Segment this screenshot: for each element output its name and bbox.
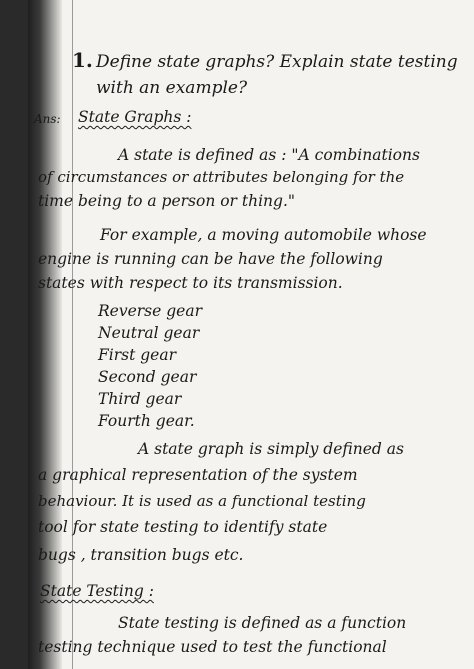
- notebook-page: [28, 0, 474, 669]
- para2-line-3: states with respect to its transmission.: [38, 274, 343, 292]
- gear-item: Second gear: [98, 368, 197, 386]
- gear-item: Neutral gear: [98, 324, 200, 342]
- heading-state-testing: State Testing :: [40, 582, 154, 600]
- para3-line-1: A state graph is simply defined as: [138, 440, 404, 458]
- gear-item: First gear: [98, 346, 176, 364]
- question-line-1: Define state graphs? Explain state testing: [96, 52, 458, 72]
- para4-line-1: State testing is defined as a function: [118, 614, 407, 632]
- para3-line-4: tool for state testing to identify state: [38, 518, 328, 536]
- para2-line-1: For example, a moving automobile whose: [100, 226, 427, 244]
- para1-line-2: of circumstances or attributes belonging for the: [38, 168, 405, 186]
- margin-line: [72, 0, 73, 669]
- para3-line-2: a graphical representation of the system: [38, 466, 358, 484]
- para1-line-1: A state is defined as : "A combinations: [118, 146, 420, 164]
- question-number: 1.: [72, 48, 93, 72]
- para3-line-5: bugs , transition bugs etc.: [38, 546, 244, 564]
- question-line-2: with an example?: [96, 78, 248, 98]
- gear-item: Third gear: [98, 390, 182, 408]
- heading-state-graphs: State Graphs :: [78, 108, 192, 126]
- page-binding: [28, 0, 62, 669]
- para1-line-3: time being to a person or thing.": [38, 192, 296, 210]
- answer-label: Ans:: [34, 112, 61, 126]
- gear-item: Fourth gear.: [98, 412, 195, 430]
- para2-line-2: engine is running can be have the following: [38, 250, 383, 268]
- gear-item: Reverse gear: [98, 302, 202, 320]
- para4-line-2: testing technique used to test the functional: [38, 638, 387, 656]
- para3-line-3: behaviour. It is used as a functional testing: [38, 492, 366, 510]
